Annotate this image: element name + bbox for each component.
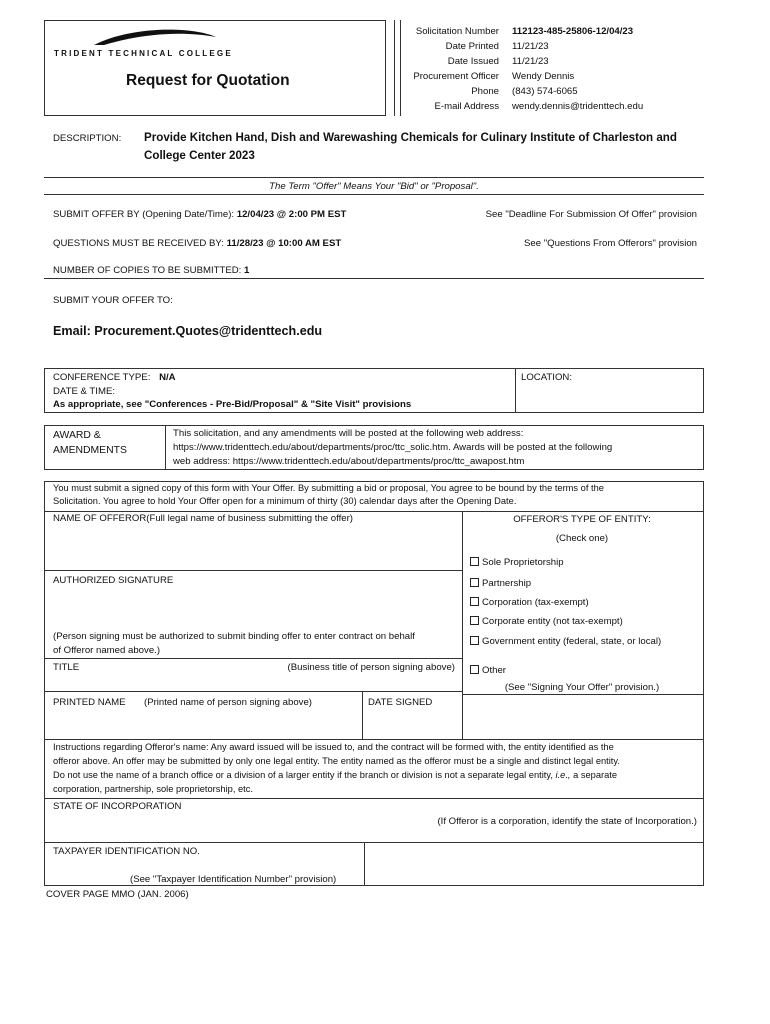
page-title: Request for Quotation <box>126 72 290 89</box>
description-line-1: Provide Kitchen Hand, Dish and Warewashing Chemicals for Culinary Institute of Charleston and <box>144 131 677 144</box>
officer-value: Wendy Dennis <box>512 71 575 82</box>
officer-email[interactable]: wendy.dennis@tridenttech.edu <box>512 101 644 112</box>
questions-deadline <box>53 238 341 249</box>
printed-name-note: (Printed name of person signing above) <box>144 697 312 708</box>
copies-label: NUMBER OF COPIES TO BE SUBMITTED: <box>53 265 242 276</box>
entity-label: Corporation (tax-exempt) <box>482 597 589 608</box>
rule-state <box>44 842 704 843</box>
submission-email[interactable]: Email: Procurement.Quotes@tridenttech.edu <box>53 324 323 338</box>
rule-offer-intro <box>44 511 704 512</box>
solicitation-number: 112123-485-25806-12/04/23 <box>512 26 634 37</box>
instructions-3c: a separate <box>570 770 618 780</box>
award-line-2[interactable]: https://www.tridenttech.edu/about/departments/proc/ttc_solic.htm. Awards will be posted at the following <box>173 442 613 453</box>
rule-term-bottom <box>44 194 704 195</box>
rule-instructions-bottom <box>44 798 704 799</box>
entity-option-partnership[interactable] <box>470 578 531 589</box>
rule-term-top <box>44 177 704 178</box>
submit-by-value: 12/04/23 @ 2:00 PM EST <box>236 209 347 220</box>
instructions-4: corporation, partnership, sole proprietorship, etc. <box>53 784 253 794</box>
title-label: TITLE <box>53 662 80 673</box>
entity-label: Government entity (federal, state, or local) <box>482 636 662 647</box>
rule-name <box>44 570 462 571</box>
entity-note: (See "Signing Your Offer" provision.) <box>504 682 660 693</box>
date-issued-value: 11/21/23 <box>512 56 549 67</box>
instructions-1: Instructions regarding Offeror's name: Any award issued will be issued to, and the contract will be formed with, the entity identified as the <box>53 742 614 752</box>
conference-type <box>53 372 176 383</box>
rule-instructions-top <box>44 739 704 740</box>
conference-datetime-label: DATE & TIME: <box>53 386 116 397</box>
offer-mid-divider <box>462 511 463 739</box>
state-note: (If Offeror is a corporation, identify the state of Incorporation.) <box>437 816 697 827</box>
date-issued-label: Date Issued <box>447 56 499 67</box>
phone-label: Phone <box>471 86 499 97</box>
taxpayer-label: TAXPAYER IDENTIFICATION NO. <box>53 846 200 857</box>
questions-label: QUESTIONS MUST BE RECEIVED BY: <box>53 238 224 249</box>
award-line-1: This solicitation, and any amendments will be posted at the following web address: <box>173 428 524 439</box>
checkbox-icon[interactable] <box>470 636 479 645</box>
taxpayer-field[interactable] <box>368 846 700 882</box>
instructions-2: offeror above. An offer may be submitted by only one legal entity. The entity named as the offeror must be a single and distinct legal entity. <box>53 756 620 766</box>
printed-name-divider <box>362 691 363 739</box>
solicitation-label: Solicitation Number <box>415 26 499 37</box>
submit-by <box>53 209 346 220</box>
questions-value: 11/28/23 @ 10:00 AM EST <box>226 238 342 249</box>
checkbox-icon[interactable] <box>470 616 479 625</box>
signing-note-2: of Offeror named above.) <box>53 645 161 656</box>
checkbox-icon[interactable] <box>470 597 479 606</box>
date-signed-label: DATE SIGNED <box>368 697 433 708</box>
offeror-name-label: NAME OF OFFEROR(Full legal name of business submitting the offer) <box>53 513 353 524</box>
printed-name-field[interactable] <box>50 711 358 735</box>
instructions-3b: i.e., <box>555 770 571 780</box>
location-label: LOCATION: <box>521 372 572 383</box>
printed-name-label: PRINTED NAME <box>53 697 126 708</box>
checkbox-icon[interactable] <box>470 578 479 587</box>
checkbox-icon[interactable] <box>470 557 479 566</box>
entity-label: Corporate entity (not tax-exempt) <box>482 616 623 627</box>
entity-label: Other <box>482 665 506 676</box>
questions-note: See "Questions From Offerors" provision <box>524 238 697 249</box>
conference-type-label: CONFERENCE TYPE: <box>53 372 151 383</box>
submit-by-note: See "Deadline For Submission Of Offer" provision <box>485 209 697 220</box>
phone-value: (843) 574-6065 <box>512 86 578 97</box>
description-label: DESCRIPTION: <box>53 133 122 144</box>
instructions-3 <box>53 770 617 780</box>
footer-form-id: COVER PAGE MMO (JAN. 2006) <box>46 889 189 900</box>
officer-label: Procurement Officer <box>413 71 499 82</box>
date-printed-label: Date Printed <box>445 41 499 52</box>
entity-option-government[interactable] <box>470 636 661 647</box>
copies <box>53 265 249 276</box>
copies-value: 1 <box>244 265 250 276</box>
logo-text: TRIDENT TECHNICAL COLLEGE <box>54 49 233 58</box>
conference-note: As appropriate, see "Conferences - Pre-Bid/Proposal" & "Site Visit" provisions <box>53 399 412 410</box>
award-divider <box>165 425 166 470</box>
state-label: STATE OF INCORPORATION <box>53 801 182 812</box>
signing-note-1: (Person signing must be authorized to submit binding offer to enter contract on behalf <box>53 631 415 642</box>
rule-signature <box>44 658 462 659</box>
entity-option-other[interactable] <box>470 665 506 676</box>
date-signed-field[interactable] <box>366 711 458 735</box>
rule-entity <box>462 694 704 695</box>
award-line-3[interactable]: web address: https://www.tridenttech.edu/about/departments/proc/ttc_awapost.htm <box>173 456 525 467</box>
signature-label: AUTHORIZED SIGNATURE <box>53 575 174 586</box>
conference-type-value: N/A <box>159 372 176 383</box>
entity-title: OFFEROR'S TYPE OF ENTITY: <box>513 514 651 525</box>
state-field[interactable] <box>50 814 350 838</box>
title-field[interactable] <box>50 675 458 689</box>
offeror-name-field[interactable] <box>50 526 458 566</box>
checkbox-icon[interactable] <box>470 665 479 674</box>
entity-label: Sole Proprietorship <box>482 557 564 568</box>
description-line-2: College Center 2023 <box>144 149 255 162</box>
award-label-1: AWARD & <box>53 430 101 441</box>
submit-by-label: SUBMIT OFFER BY (Opening Date/Time): <box>53 209 235 220</box>
award-label-2: AMENDMENTS <box>53 445 127 456</box>
submit-to-label: SUBMIT YOUR OFFER TO: <box>53 295 173 306</box>
term-note: The Term "Offer" Means Your "Bid" or "Proposal". <box>269 181 479 192</box>
college-logo <box>54 23 234 61</box>
entity-option-corp-exempt[interactable] <box>470 597 589 608</box>
entity-label: Partnership <box>482 578 532 589</box>
entity-option-corp-taxable[interactable] <box>470 616 623 627</box>
conference-divider <box>515 368 516 413</box>
title-note: (Business title of person signing above) <box>287 662 455 673</box>
rule-title <box>44 691 462 692</box>
offer-intro-1: You must submit a signed copy of this form with Your Offer. By submitting a bid or proposal, You agree to be bound by the terms of the <box>53 483 604 493</box>
entity-option-sole[interactable] <box>470 557 564 568</box>
entity-check-note: (Check one) <box>555 533 609 544</box>
rule-copies <box>44 278 704 279</box>
taxpayer-note: (See "Taxpayer Identification Number" provision) <box>130 874 337 885</box>
offer-intro-2: Solicitation. You agree to hold Your Offer open for a minimum of thirty (30) calendar days after the Opening Date. <box>53 496 517 506</box>
date-printed-value: 11/21/23 <box>512 41 549 52</box>
taxpayer-divider <box>364 842 365 886</box>
instructions-3a: Do not use the name of a branch office or a division of a larger entity if the branch or division is not a separate legal entity, <box>53 770 556 780</box>
signature-field[interactable] <box>50 588 458 628</box>
email-label: E-mail Address <box>434 101 499 112</box>
header-divider <box>394 20 395 116</box>
